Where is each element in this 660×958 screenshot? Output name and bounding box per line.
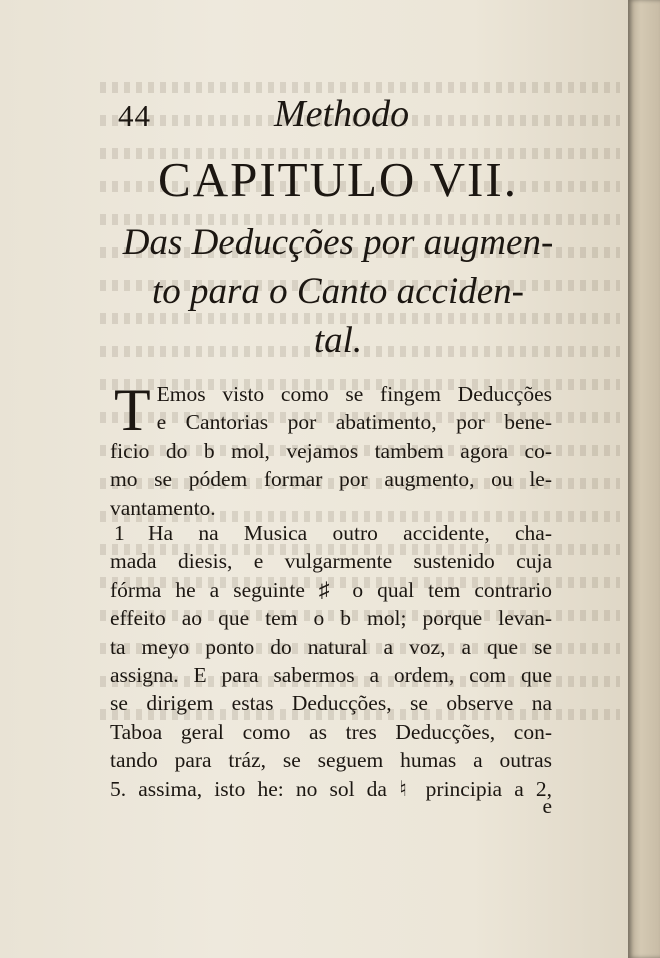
text-line: effeito ao que tem o b mol; porque levan- — [110, 606, 552, 631]
text-line: e Cantorias por abatimento, por bene- — [156, 410, 552, 435]
chapter-subtitle — [110, 218, 566, 365]
paragraph-number: 1 — [114, 521, 125, 545]
text-line: ta meyo ponto do natural a voz, a que se — [110, 634, 552, 659]
text-line: assigna. E para sabermos a ordem, com que — [110, 662, 552, 687]
text-line: 1 Ha na Musica outro accidente, cha- — [110, 519, 552, 547]
text-line: ficio do b mol, vejamos tambem agora co- — [110, 438, 552, 463]
drop-cap: T — [114, 377, 151, 443]
subtitle-line: to para o Canto acciden- — [151, 271, 524, 312]
text-line: mada diesis, e vulgarmente sustenido cuja — [110, 549, 552, 574]
text-line: se dirigem estas Deducções, se observe na — [110, 691, 552, 716]
text-line: Emos visto como se fingem Deducções — [156, 382, 552, 406]
paragraph-1 — [110, 377, 552, 522]
paragraph-2 — [110, 519, 552, 803]
subtitle-line: tal. — [313, 320, 363, 361]
text-line: fórma he a seguinte ♯ o qual tem contrario — [110, 577, 552, 602]
text-line: vantamento. — [110, 495, 216, 520]
text-line: Taboa geral como as tres Deducções, con- — [110, 719, 552, 744]
facing-page-edge — [628, 0, 660, 958]
text-line: 5. assima, isto he: no sol da ♮ principia a 2, — [110, 776, 552, 801]
running-head: Methodo — [274, 93, 410, 135]
chapter-title: CAPITULO VII. — [158, 152, 518, 207]
text-line: mo se pódem formar por augmento, ou le- — [110, 467, 552, 492]
page-number: 44 — [118, 98, 151, 133]
page-header — [118, 92, 558, 142]
subtitle-line: Das Deducções por augmen- — [122, 222, 554, 263]
catchword: e — [542, 794, 552, 818]
text-line: tando para tráz, se seguem humas a outras — [110, 748, 552, 773]
